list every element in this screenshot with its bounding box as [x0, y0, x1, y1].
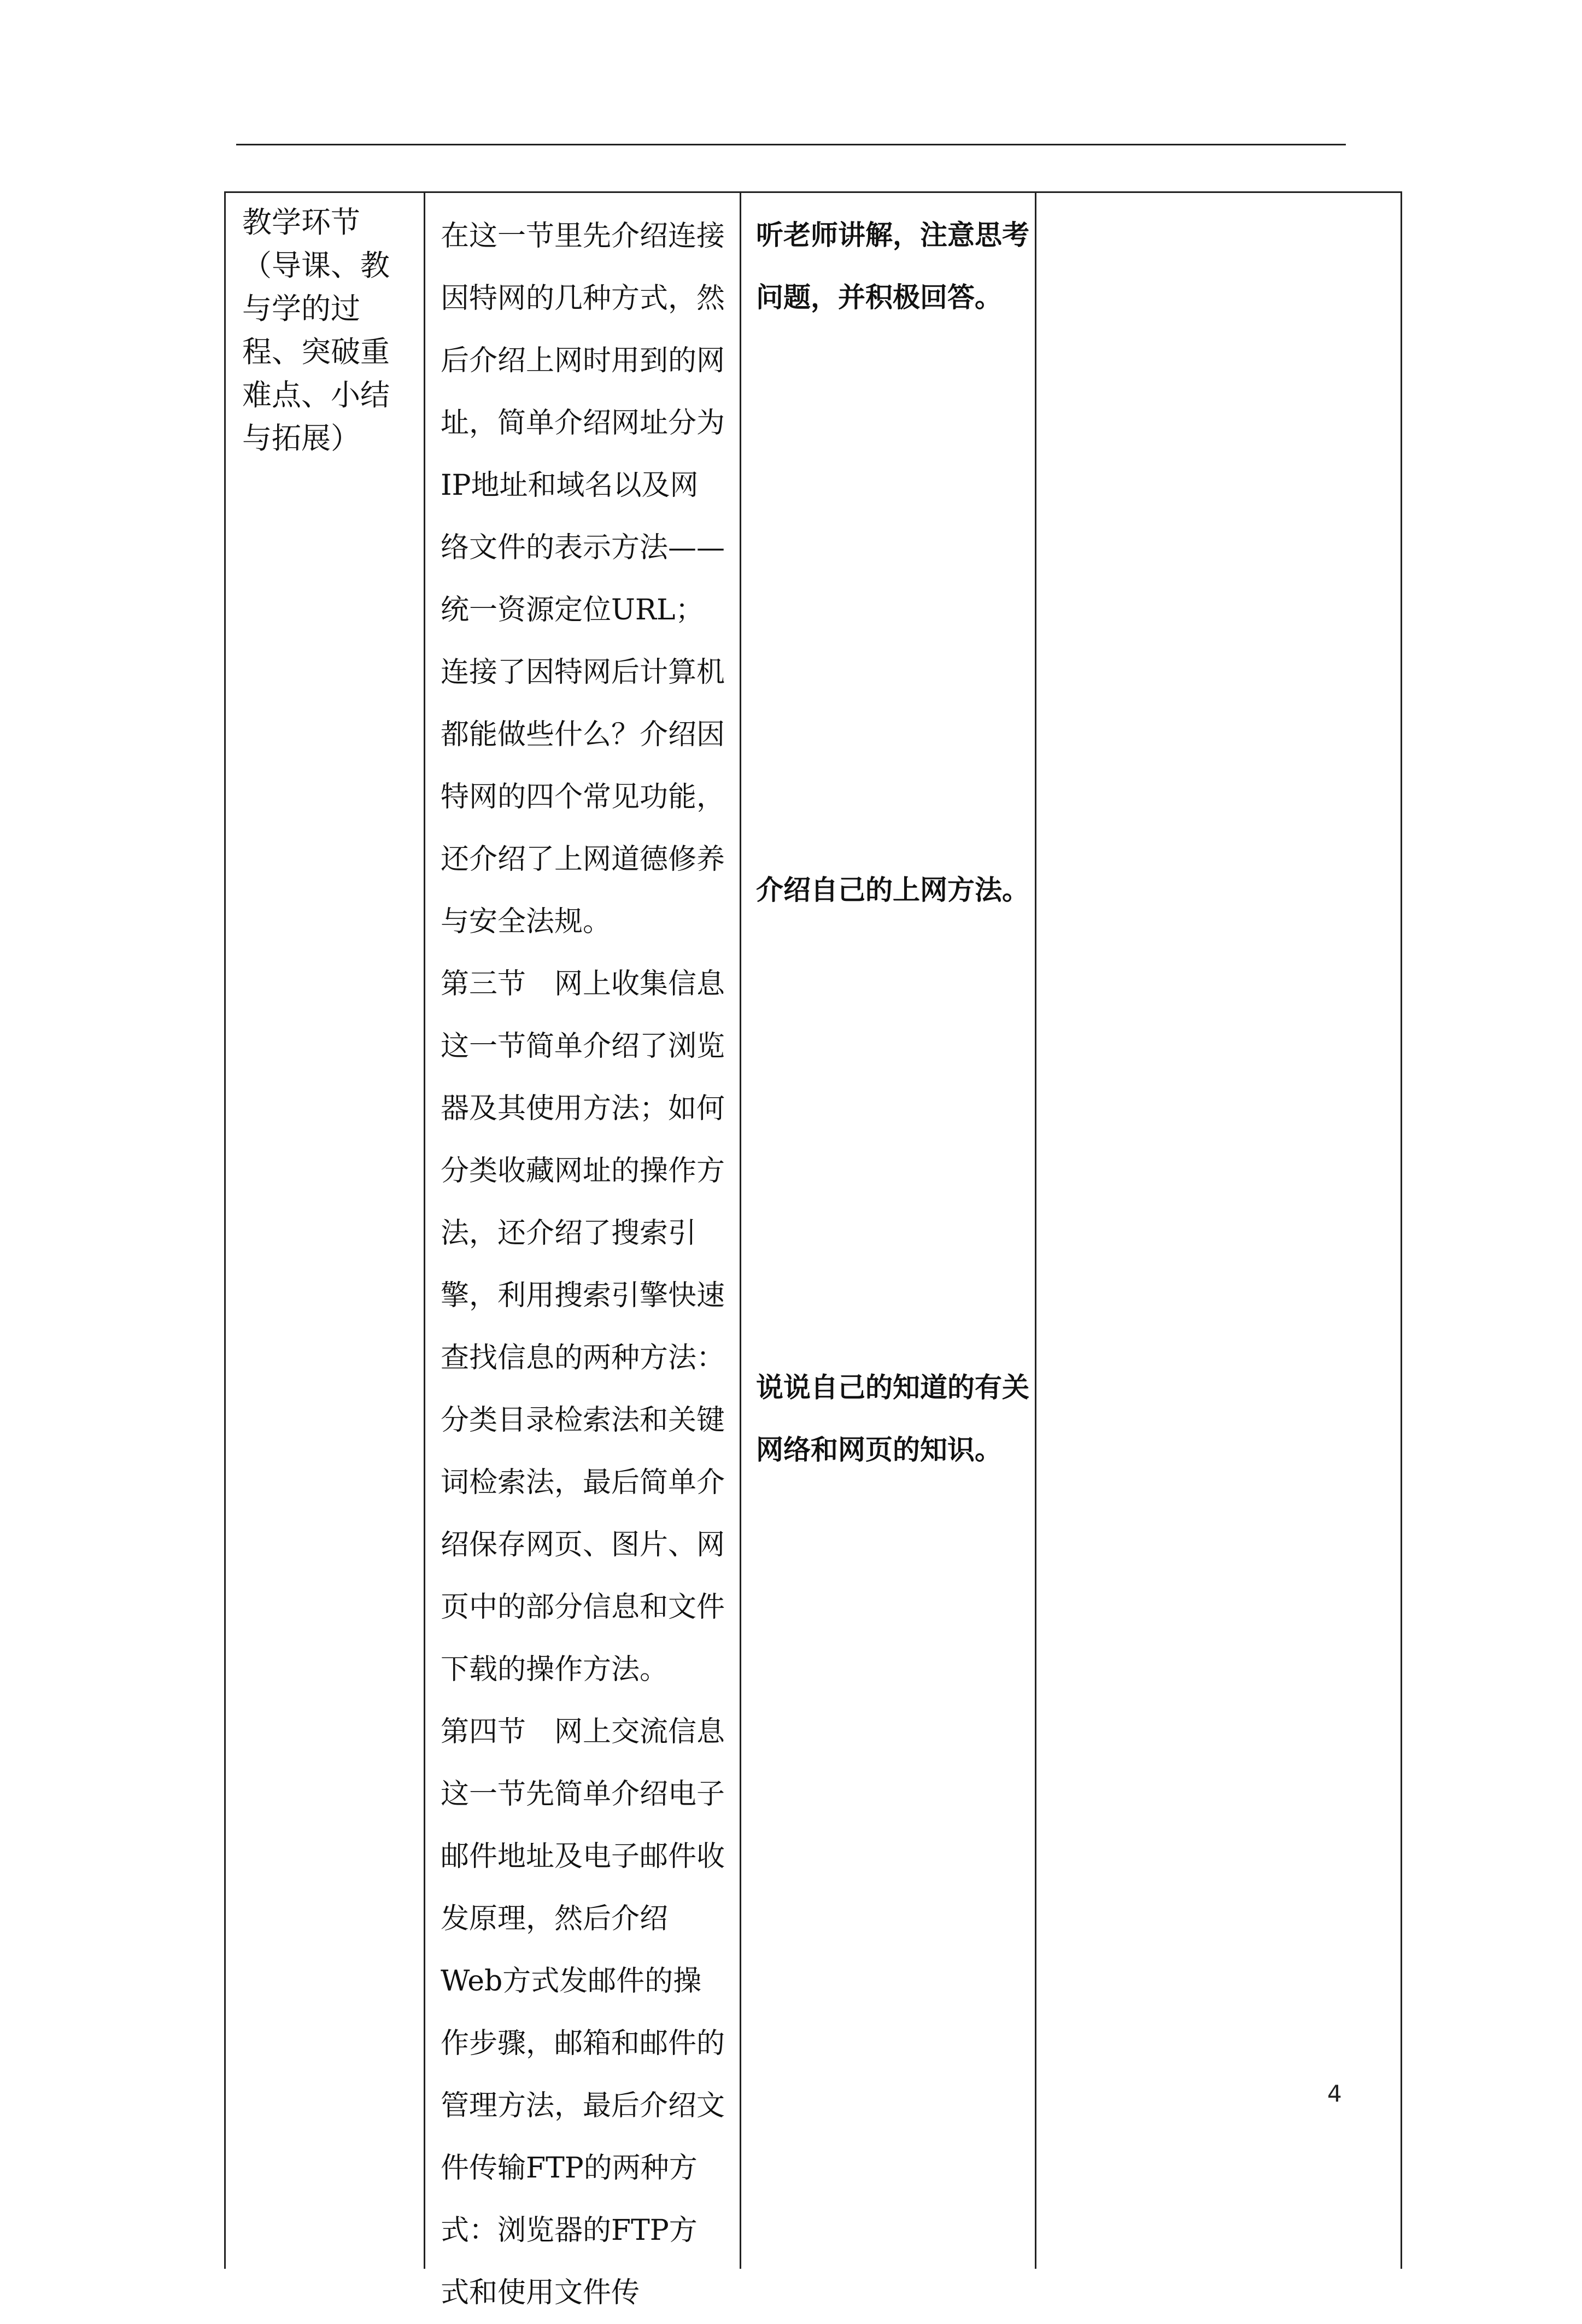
teacher-activity-cell [441, 193, 725, 2324]
header-rule [236, 144, 1346, 145]
page-number: 4 [1327, 2080, 1342, 2107]
column-divider [740, 193, 741, 2269]
section-heading-exchange-info: 第四节 网上交流信息 [441, 1716, 725, 1748]
student-note-methods: 介绍自己的上网方法。 [756, 874, 1029, 906]
teaching-stage-label: 教学环节（导课、教与学的过程、突破重难点、小结与拓展） [242, 205, 390, 455]
paragraph-email-ftp: 这一节先简单介绍电子邮件地址及电子邮件收发原理，然后介绍Web方式发邮件的操作步骤，邮箱和邮件的管理方法，最后介绍文件传输FTP的两种方式：浏览器的FTP方式和使用文件传 [441, 1778, 725, 2309]
student-note-listen: 听老师讲解，注意思考问题，并积极回答。 [756, 219, 1029, 313]
lesson-table [224, 191, 1402, 2309]
column-divider [1035, 193, 1036, 2269]
paragraph-browser-search: 这一节简单介绍了浏览器及其使用方法；如何分类收藏网址的操作方法，还介绍了搜索引擎，利用搜索引擎快速查找信息的两种方法：分类目录检索法和关键词检索法，最后简单介绍保存网页、图片、网页中的部分信息和文件下载的操作方法。 [441, 1030, 725, 1686]
section-heading-collect-info: 第三节 网上收集信息 [441, 968, 725, 1000]
column-divider [424, 193, 425, 2269]
paragraph-connection-methods: 在这一节里先介绍连接因特网的几种方式，然后介绍上网时用到的网址，简单介绍网址分为IP地址和域名以及网络文件的表示方法——统一资源定位URL；连接了因特网后计算机都能做些什么？介绍因特网的四个常见功能，还介绍了上网道德修养与安全法规。 [441, 220, 725, 938]
student-activity-cell [756, 193, 1029, 2269]
student-note-knowledge: 说说自己的知道的有关网络和网页的知识。 [756, 1372, 1029, 1466]
